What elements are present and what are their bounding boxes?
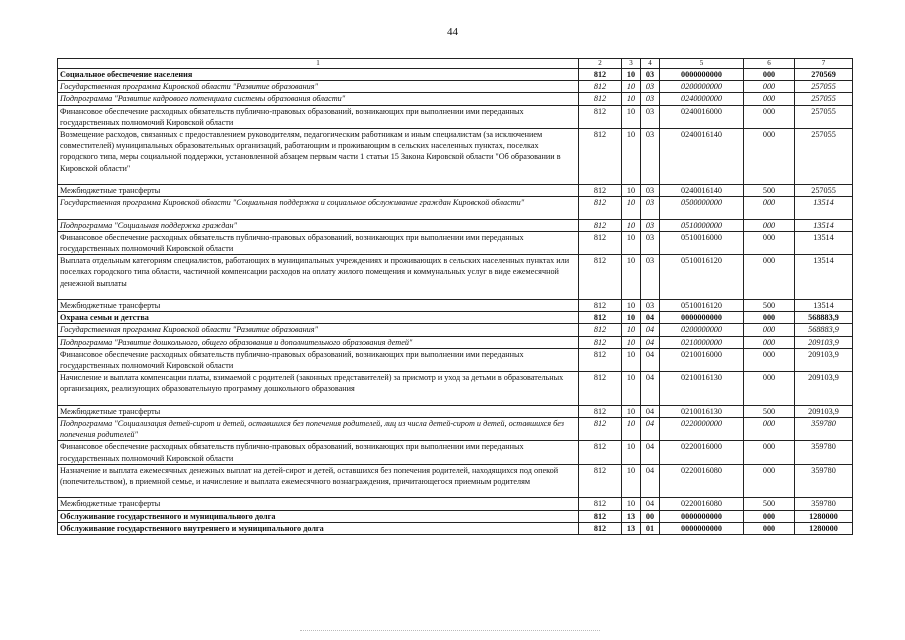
row-admin-code: 812 [579, 312, 622, 324]
table-row [58, 348, 853, 371]
row-section: 10 [622, 300, 641, 312]
row-section: 10 [622, 69, 641, 81]
row-admin-code: 812 [579, 324, 622, 336]
row-section: 10 [622, 498, 641, 510]
row-expense-type: 000 [744, 324, 795, 336]
table-row [58, 510, 853, 522]
column-header: 2 [579, 59, 622, 69]
row-name: Социальное обеспечение населения [58, 69, 579, 81]
row-target-article: 0240000000 [660, 93, 744, 105]
row-subsection: 04 [641, 464, 660, 498]
row-subsection: 03 [641, 300, 660, 312]
table-row [58, 324, 853, 336]
row-admin-code: 812 [579, 372, 622, 406]
row-admin-code: 812 [579, 464, 622, 498]
row-expense-type: 000 [744, 197, 795, 219]
row-amount: 257055 [795, 81, 853, 93]
column-number-row [58, 59, 853, 69]
row-subsection: 03 [641, 231, 660, 254]
row-section: 10 [622, 418, 641, 441]
row-admin-code: 812 [579, 336, 622, 348]
table-row [58, 312, 853, 324]
row-admin-code: 812 [579, 300, 622, 312]
row-section: 10 [622, 105, 641, 128]
row-admin-code: 812 [579, 219, 622, 231]
row-amount: 13514 [795, 231, 853, 254]
row-amount: 13514 [795, 197, 853, 219]
row-admin-code: 812 [579, 522, 622, 534]
row-subsection: 03 [641, 93, 660, 105]
row-subsection: 04 [641, 312, 660, 324]
row-expense-type: 000 [744, 522, 795, 534]
row-target-article: 0000000000 [660, 69, 744, 81]
row-subsection: 04 [641, 324, 660, 336]
row-target-article: 0510000000 [660, 219, 744, 231]
row-amount: 13514 [795, 300, 853, 312]
row-section: 10 [622, 255, 641, 300]
row-target-article: 0510016120 [660, 255, 744, 300]
row-amount: 209103,9 [795, 372, 853, 406]
column-header: 4 [641, 59, 660, 69]
table-row [58, 93, 853, 105]
row-target-article: 0500000000 [660, 197, 744, 219]
column-header: 3 [622, 59, 641, 69]
row-target-article: 0000000000 [660, 312, 744, 324]
row-amount: 568883,9 [795, 324, 853, 336]
row-subsection: 04 [641, 405, 660, 417]
row-amount: 568883,9 [795, 312, 853, 324]
row-target-article: 0210016130 [660, 405, 744, 417]
row-subsection: 04 [641, 498, 660, 510]
table-row [58, 522, 853, 534]
row-section: 10 [622, 93, 641, 105]
row-admin-code: 812 [579, 105, 622, 128]
row-name: Межбюджетные трансферты [58, 405, 579, 417]
row-target-article: 0220016080 [660, 464, 744, 498]
row-expense-type: 000 [744, 69, 795, 81]
row-name: Межбюджетные трансферты [58, 185, 579, 197]
row-amount: 359780 [795, 498, 853, 510]
row-name: Подпрограмма "Развитие кадрового потенциала системы образования области" [58, 93, 579, 105]
table-row [58, 464, 853, 498]
budget-table [57, 58, 853, 535]
row-section: 10 [622, 464, 641, 498]
row-expense-type: 500 [744, 300, 795, 312]
row-amount: 257055 [795, 129, 853, 185]
row-target-article: 0200000000 [660, 81, 744, 93]
page-number: 44 [447, 26, 458, 38]
row-target-article: 0240016140 [660, 129, 744, 185]
table-row [58, 105, 853, 128]
row-amount: 13514 [795, 255, 853, 300]
row-subsection: 03 [641, 185, 660, 197]
table-row [58, 441, 853, 464]
table-row [58, 129, 853, 185]
row-subsection: 00 [641, 510, 660, 522]
row-name: Начисление и выплата компенсации платы, взимаемой с родителей (законных представителей) за присмотр и уход за детьми в образовательных организациях, реализующих образовательную программу дошкольного образования [58, 372, 579, 406]
row-name: Назначение и выплата ежемесячных денежных выплат на детей-сирот и детей, оставшихся без попечения родителей, находящихся под опекой (попечительством), в приемной семье, и начисление и выплата ежемесячного вознаграждения, причитающегося приемным родителям [58, 464, 579, 498]
table-row [58, 69, 853, 81]
row-subsection: 03 [641, 129, 660, 185]
table-row [58, 300, 853, 312]
row-admin-code: 812 [579, 197, 622, 219]
row-subsection: 04 [641, 441, 660, 464]
row-section: 10 [622, 372, 641, 406]
row-amount: 13514 [795, 219, 853, 231]
table-row [58, 336, 853, 348]
row-amount: 359780 [795, 418, 853, 441]
row-target-article: 0210016000 [660, 348, 744, 371]
table-row [58, 405, 853, 417]
row-name: Финансовое обеспечение расходных обязательств публично-правовых образований, возникающих при выполнении ими переданных государственных полномочий Кировской области [58, 441, 579, 464]
row-admin-code: 812 [579, 441, 622, 464]
row-section: 10 [622, 312, 641, 324]
row-amount: 257055 [795, 93, 853, 105]
row-target-article: 0510016000 [660, 231, 744, 254]
row-name: Государственная программа Кировской области "Развитие образования" [58, 324, 579, 336]
row-section: 10 [622, 197, 641, 219]
row-name: Подпрограмма "Социальная поддержка граждан" [58, 219, 579, 231]
row-amount: 1280000 [795, 522, 853, 534]
row-expense-type: 000 [744, 93, 795, 105]
row-expense-type: 000 [744, 129, 795, 185]
row-target-article: 0240016140 [660, 185, 744, 197]
row-subsection: 04 [641, 418, 660, 441]
table-row [58, 372, 853, 406]
row-admin-code: 812 [579, 348, 622, 371]
row-name: Обслуживание государственного и муниципального долга [58, 510, 579, 522]
row-section: 10 [622, 81, 641, 93]
footer-scan-artifact [300, 630, 600, 633]
row-amount: 359780 [795, 441, 853, 464]
row-name: Подпрограмма "Социализация детей-сирот и детей, оставшихся без попечения родителей, лиц из числа детей-сирот и детей, оставшихся без попечения родителей" [58, 418, 579, 441]
row-subsection: 03 [641, 255, 660, 300]
row-expense-type: 000 [744, 336, 795, 348]
row-name: Государственная программа Кировской области "Социальная поддержка и социальное обслуживание граждан Кировской области" [58, 197, 579, 219]
row-expense-type: 000 [744, 312, 795, 324]
row-target-article: 0220000000 [660, 418, 744, 441]
row-expense-type: 000 [744, 81, 795, 93]
row-name: Межбюджетные трансферты [58, 300, 579, 312]
row-admin-code: 812 [579, 418, 622, 441]
row-name: Охрана семьи и детства [58, 312, 579, 324]
row-amount: 359780 [795, 464, 853, 498]
column-header: 5 [660, 59, 744, 69]
row-target-article: 0000000000 [660, 522, 744, 534]
row-expense-type: 500 [744, 185, 795, 197]
table-row [58, 219, 853, 231]
row-admin-code: 812 [579, 93, 622, 105]
row-admin-code: 812 [579, 405, 622, 417]
table-row [58, 185, 853, 197]
row-name: Обслуживание государственного внутреннего и муниципального долга [58, 522, 579, 534]
row-amount: 257055 [795, 105, 853, 128]
row-target-article: 0220016000 [660, 441, 744, 464]
row-expense-type: 000 [744, 372, 795, 406]
row-section: 10 [622, 441, 641, 464]
row-subsection: 04 [641, 336, 660, 348]
row-expense-type: 000 [744, 255, 795, 300]
row-amount: 257055 [795, 185, 853, 197]
row-name: Государственная программа Кировской области "Развитие образования" [58, 81, 579, 93]
row-admin-code: 812 [579, 129, 622, 185]
row-expense-type: 000 [744, 231, 795, 254]
row-subsection: 04 [641, 372, 660, 406]
row-target-article: 0240016000 [660, 105, 744, 128]
row-subsection: 03 [641, 197, 660, 219]
row-expense-type: 500 [744, 405, 795, 417]
row-expense-type: 000 [744, 510, 795, 522]
row-section: 10 [622, 185, 641, 197]
table-row [58, 255, 853, 300]
row-admin-code: 812 [579, 69, 622, 81]
row-section: 10 [622, 405, 641, 417]
row-expense-type: 000 [744, 105, 795, 128]
row-subsection: 03 [641, 69, 660, 81]
row-section: 10 [622, 336, 641, 348]
row-admin-code: 812 [579, 231, 622, 254]
row-section: 10 [622, 129, 641, 185]
row-subsection: 01 [641, 522, 660, 534]
row-amount: 270569 [795, 69, 853, 81]
column-header: 7 [795, 59, 853, 69]
row-amount: 1280000 [795, 510, 853, 522]
row-target-article: 0220016080 [660, 498, 744, 510]
row-name: Финансовое обеспечение расходных обязательств публично-правовых образований, возникающих при выполнении ими переданных государственных полномочий Кировской области [58, 348, 579, 371]
row-name: Финансовое обеспечение расходных обязательств публично-правовых образований, возникающих при выполнении ими переданных государственных полномочий Кировской области [58, 231, 579, 254]
row-name: Выплата отдельным категориям специалистов, работающих в муниципальных учреждениях и проживающих в сельских населенных пунктах или поселках городского типа области, частичной компенсации расходов на оплату жилого помещения и коммунальных услуг в виде ежемесячной денежной выплаты [58, 255, 579, 300]
table-row [58, 498, 853, 510]
row-name: Межбюджетные трансферты [58, 498, 579, 510]
column-header: 1 [58, 59, 579, 69]
row-section: 13 [622, 522, 641, 534]
row-amount: 209103,9 [795, 336, 853, 348]
row-section: 10 [622, 231, 641, 254]
table-row [58, 81, 853, 93]
row-section: 10 [622, 219, 641, 231]
row-admin-code: 812 [579, 498, 622, 510]
row-section: 10 [622, 348, 641, 371]
table-row [58, 418, 853, 441]
row-subsection: 03 [641, 81, 660, 93]
row-target-article: 0510016120 [660, 300, 744, 312]
row-admin-code: 812 [579, 81, 622, 93]
row-name: Возмещение расходов, связанных с предоставлением руководителям, педагогическим работникам и иным специалистам (за исключением совместителей) муниципальных образовательных организаций, работающим и проживающим в сельских населенных пунктах, поселках городского типа, меры социальной поддержки, установленной абзацем первым части 1 статьи 15 Закона Кировской области "Об образовании в Кировской области" [58, 129, 579, 185]
row-admin-code: 812 [579, 185, 622, 197]
row-expense-type: 000 [744, 418, 795, 441]
row-section: 10 [622, 324, 641, 336]
row-expense-type: 000 [744, 348, 795, 371]
row-name: Подпрограмма "Развитие дошкольного, общего образования и дополнительного образования детей" [58, 336, 579, 348]
row-name: Финансовое обеспечение расходных обязательств публично-правовых образований, возникающих при выполнении ими переданных государственных полномочий Кировской области [58, 105, 579, 128]
row-subsection: 03 [641, 105, 660, 128]
row-admin-code: 812 [579, 255, 622, 300]
column-header: 6 [744, 59, 795, 69]
row-subsection: 03 [641, 219, 660, 231]
row-target-article: 0000000000 [660, 510, 744, 522]
row-target-article: 0200000000 [660, 324, 744, 336]
row-target-article: 0210000000 [660, 336, 744, 348]
row-subsection: 04 [641, 348, 660, 371]
row-expense-type: 000 [744, 219, 795, 231]
row-expense-type: 000 [744, 441, 795, 464]
table-row [58, 231, 853, 254]
row-target-article: 0210016130 [660, 372, 744, 406]
row-expense-type: 000 [744, 464, 795, 498]
row-admin-code: 812 [579, 510, 622, 522]
row-amount: 209103,9 [795, 348, 853, 371]
row-section: 13 [622, 510, 641, 522]
table-row [58, 197, 853, 219]
row-expense-type: 500 [744, 498, 795, 510]
row-amount: 209103,9 [795, 405, 853, 417]
